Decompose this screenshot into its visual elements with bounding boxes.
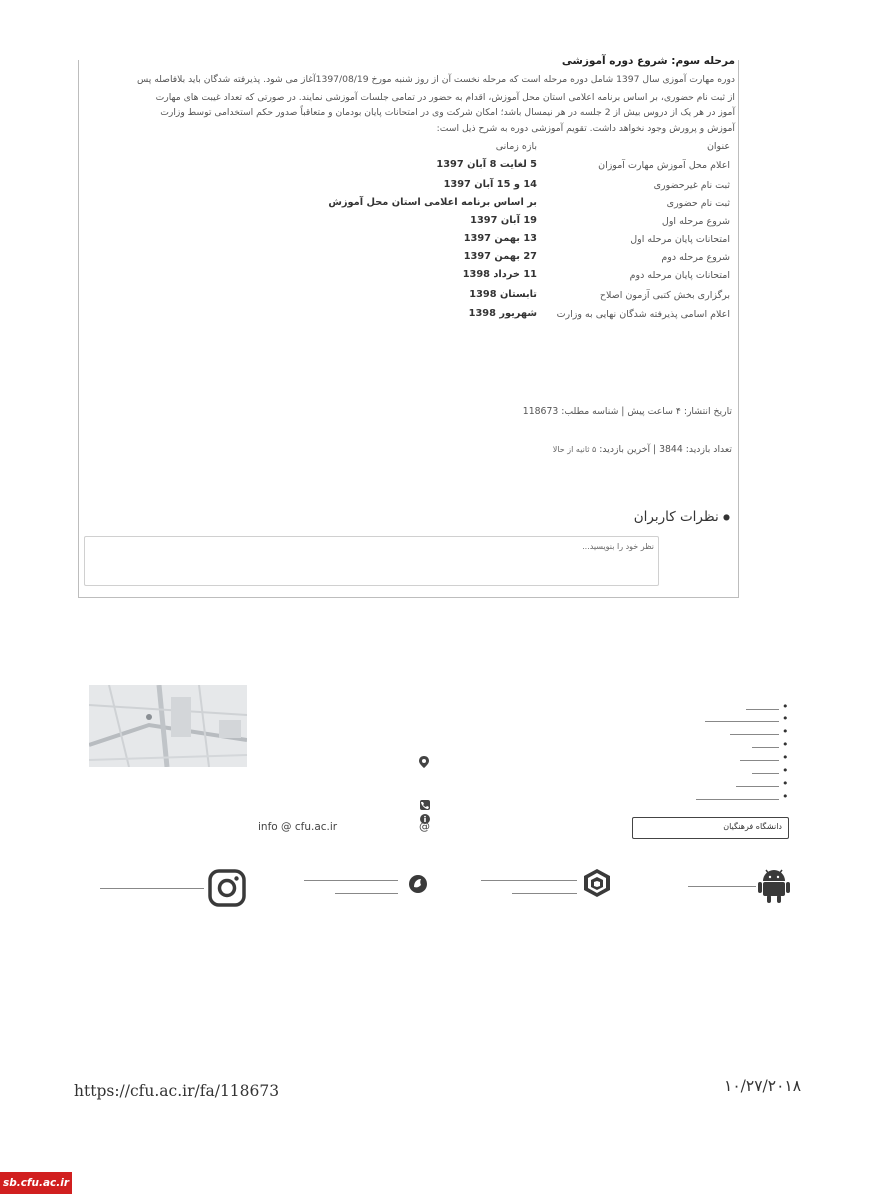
site-watermark: sb.cfu.ac.ir [0, 1172, 72, 1194]
schedule-header-period: بازه زمانی [495, 141, 537, 152]
university-link-line[interactable] [481, 880, 577, 881]
university-logo-icon[interactable] [583, 868, 611, 902]
map-graphic [89, 685, 247, 767]
schedule-header-title: عنوان [706, 141, 730, 152]
intro-line-3: آموز در هر یک از دروس بیش از 2 جلسه در هر نیمسال باشد؛ امکان شرکت وی در امتحانات پایان بودمان و متعاقباً صدور حکم استخدامی توسط وزارت [160, 107, 735, 118]
frame-right-border [738, 60, 739, 598]
schedule-title: اعلام محل آموزش مهارت آموزان [598, 160, 730, 171]
footer-link[interactable] [736, 786, 779, 787]
location-map[interactable] [89, 685, 247, 767]
schedule-date: 27 بهمن 1397 [463, 251, 537, 262]
location-icon [419, 753, 429, 772]
footer-link[interactable] [740, 760, 779, 761]
visit-count: تعداد بازدید: 3844 | آخرین بازدید: [596, 444, 732, 455]
footer-search-text: دانشگاه فرهنگیان [723, 822, 782, 831]
footer-bullet-icon: • [782, 700, 789, 713]
footer-link[interactable] [705, 721, 779, 722]
footer-link[interactable] [730, 734, 779, 735]
footer-bullet-icon: • [782, 725, 789, 738]
footer-bullet-icon: • [782, 764, 789, 777]
contact-email[interactable]: info @ cfu.ac.ir [258, 821, 338, 833]
footer-link[interactable] [746, 709, 779, 710]
schedule-title: امتحانات پایان مرحله اول [630, 234, 730, 245]
schedule-date: 19 آبان 1397 [470, 215, 537, 226]
instagram-icon[interactable] [208, 869, 246, 911]
schedule-date: بر اساس برنامه اعلامی استان محل آموزش [328, 197, 537, 208]
visit-info [553, 444, 732, 455]
footer-search-box[interactable] [632, 817, 789, 839]
schedule-title: شروع مرحله اول [661, 216, 730, 227]
publish-info: تاریخ انتشار: ۴ ساعت پیش | شناسه مطلب: 118673 [522, 406, 732, 417]
comment-placeholder: نظر خود را بنویسید... [582, 542, 654, 551]
footer-bullet-icon: • [782, 751, 789, 764]
schedule-date: 11 خرداد 1398 [462, 269, 537, 280]
footer-bullet-icon: • [782, 790, 789, 803]
section-title: مرحله سوم: شروع دوره آموزشی [561, 55, 735, 67]
schedule-date: 13 بهمن 1397 [463, 233, 537, 244]
footer-bullet-icon: • [782, 712, 789, 725]
android-link-line[interactable] [688, 886, 756, 887]
schedule-title: ثبت نام غیرحضوری [653, 180, 730, 191]
schedule-title: برگزاری بخش کتبی آزمون اصلاح [599, 290, 730, 301]
comments-heading [634, 509, 730, 525]
schedule-title: اعلام اسامی پذیرفته شدگان نهایی به وزارت [556, 309, 730, 320]
footer-link[interactable] [752, 773, 779, 774]
schedule-date: 5 لغایت 8 آبان 1397 [436, 159, 537, 170]
comments-title: نظرات کاربران [633, 509, 719, 525]
footer-bullet-icon: • [782, 777, 789, 790]
comment-bullet-icon: ● [723, 512, 730, 522]
android-icon[interactable] [758, 866, 790, 908]
schedule-date: شهریور 1398 [468, 308, 537, 319]
comment-input[interactable] [84, 536, 659, 586]
intro-line-2: از ثبت نام حضوری، بر اساس برنامه اعلامی استان محل آموزش، اقدام به حضور در تمامی جلسات آموزشی نمایند. در صورتی که تعداد غیبت های مهارت [155, 92, 735, 103]
schedule-title: شروع مرحله دوم [661, 252, 730, 263]
footer-link[interactable] [696, 799, 779, 800]
intro-line-4: آموزش و پرورش وجود نخواهد داشت. تقویم آموزشی دوره به شرح ذیل است: [436, 123, 735, 134]
frame-bottom-border [78, 597, 739, 598]
frame-left-border [78, 60, 79, 598]
schedule-title: امتحانات پایان مرحله دوم [629, 270, 730, 281]
intro-line-1: دوره مهارت آموزی سال 1397 شامل دوره مرحله است که مرحله نخست آن از روز شنبه مورخ 1397/08/19آغاز می شود. پذیرفته شدگان باید بلافاصله پس [137, 74, 735, 85]
at-icon: @ [419, 820, 430, 833]
instagram-link-line[interactable] [100, 888, 204, 889]
last-visit: ۵ ثانیه از حالا [552, 445, 597, 454]
schedule-date: تابستان 1398 [469, 289, 537, 300]
messenger-icon[interactable] [408, 874, 428, 898]
messenger-link-line-2[interactable] [335, 893, 398, 894]
schedule-title: ثبت نام حضوری [666, 198, 730, 209]
footer-bullet-icon: • [782, 738, 789, 751]
print-date: ۱۰/۲۷/۲۰۱۸ [724, 1077, 802, 1095]
footer-link[interactable] [752, 747, 779, 748]
university-link-line-2[interactable] [512, 893, 577, 894]
print-url: https://cfu.ac.ir/fa/118673 [74, 1082, 280, 1100]
schedule-date: 14 و 15 آبان 1397 [443, 179, 537, 190]
messenger-link-line[interactable] [304, 880, 398, 881]
